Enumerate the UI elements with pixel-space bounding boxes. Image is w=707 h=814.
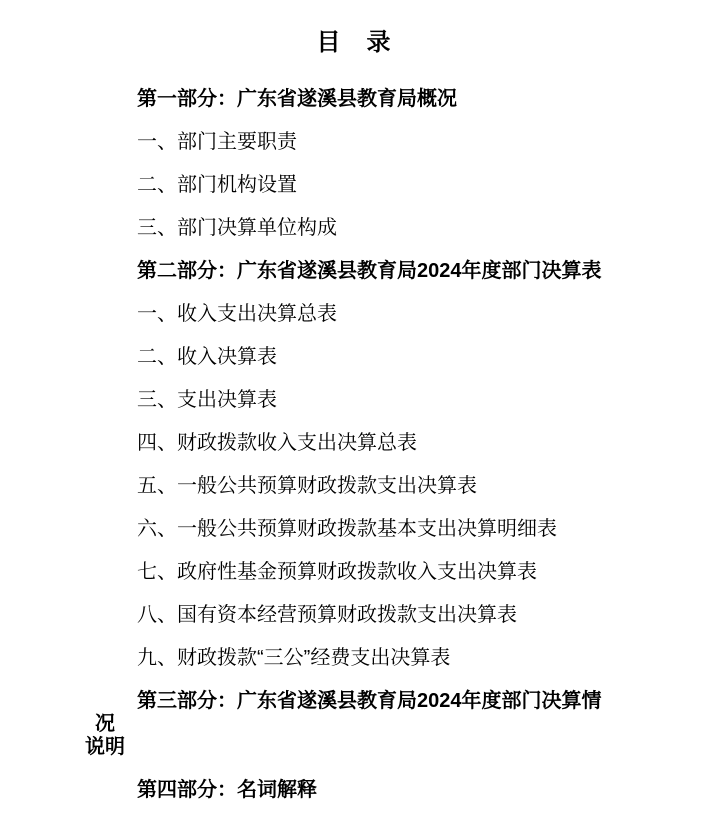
toc-item-duties: 一、部门主要职责 (137, 131, 297, 153)
toc-part3-heading-line1: 第三部分：广东省遂溪县教育局2024年度部门决算情况 (95, 690, 602, 735)
toc-item-unit-composition: 三、部门决算单位构成 (137, 217, 337, 239)
toc-item-income-expense-summary: 一、收入支出决算总表 (137, 303, 337, 325)
toc-item-structure: 二、部门机构设置 (137, 174, 297, 196)
toc-item-fiscal-appropriation-summary: 四、财政拨款收入支出决算总表 (137, 432, 417, 454)
toc-item-expense-table: 三、支出决算表 (137, 389, 277, 411)
toc-part3-heading (85, 690, 613, 759)
toc-item-gov-fund-budget: 七、政府性基金预算财政拨款收入支出决算表 (137, 561, 537, 583)
toc-item-three-public-funds: 九、财政拨款“三公”经费支出决算表 (137, 647, 451, 669)
toc-item-income-table: 二、收入决算表 (137, 346, 277, 368)
toc-item-general-budget-basic-detail: 六、一般公共预算财政拨款基本支出决算明细表 (137, 518, 557, 540)
toc-item-state-capital-budget: 八、国有资本经营预算财政拨款支出决算表 (137, 604, 517, 626)
page-title: 目 录 (316, 29, 392, 56)
toc-part2-heading: 第二部分：广东省遂溪县教育局2024年度部门决算表 (137, 260, 602, 282)
toc-part4-heading: 第四部分：名词解释 (137, 779, 317, 801)
toc-part3-heading-line2: 说明 (85, 736, 125, 758)
toc-part1-heading: 第一部分：广东省遂溪县教育局概况 (137, 88, 457, 110)
toc-item-general-budget-expense: 五、一般公共预算财政拨款支出决算表 (137, 475, 477, 497)
